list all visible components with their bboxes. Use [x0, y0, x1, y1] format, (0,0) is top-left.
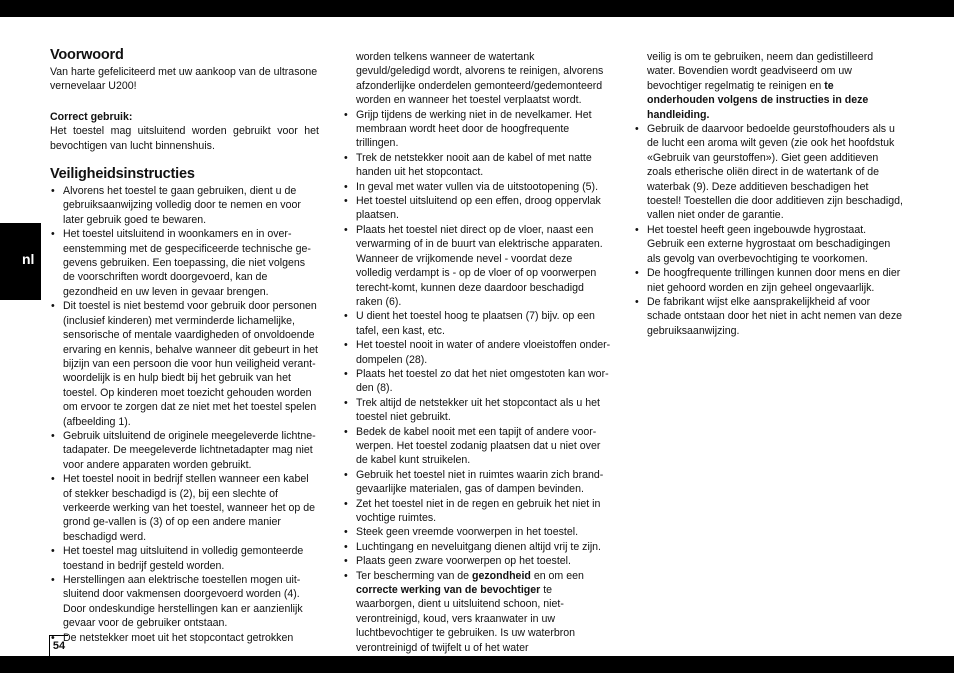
heading-voorwoord: Voorwoord: [50, 47, 124, 63]
list-item: • Trek altijd de netstekker uit het stopcontact als u het toestel niet gebruikt.: [343, 396, 611, 425]
column-3: [634, 50, 904, 338]
intro-text: Van harte gefeliciteerd met uw aankoop van de ultrasone vernevelaar U200!: [50, 66, 318, 93]
list-item: • Gebruik het toestel niet in ruimtes waarin zich brand-gevaarlijke materialen, gas of dampen bevinden.: [343, 468, 611, 497]
list-item: • In geval met water vullen via de uitstootopening (5).: [343, 180, 611, 194]
usage-text: Het toestel mag uitsluitend worden gebruikt voor het bevochtigen van lucht binnenshuis.: [50, 125, 319, 152]
safety-list-3: [634, 50, 904, 338]
list-item: • Herstellingen aan elektrische toestellen mogen uit-sluitend door vakmensen doorgevoerd worden (4). Door ondeskundige herstellingen kan er aanzienlijk gevaar voor de gebruiker ontstaan.: [50, 573, 319, 631]
top-bar: [0, 0, 954, 17]
list-item: • U dient het toestel hoog te plaatsen (7) bijv. op een tafel, een kast, etc.: [343, 309, 611, 338]
list-item: • Zet het toestel niet in de regen en gebruik het niet in vochtige ruimtes.: [343, 497, 611, 526]
list-item: • Het toestel nooit in water of andere vloeistoffen onder-dompelen (28).: [343, 338, 611, 367]
list-item: • Trek de netstekker nooit aan de kabel of met natte handen uit het stopcontact.: [343, 151, 611, 180]
list-item: • Plaats het toestel niet direct op de vloer, naast een verwarming of in de buurt van elektrische apparaten. Wanneer de vrijkomende nevel - voordat deze volledig verdampt is - op de vloer of op voorwerpen terecht-komt, kunnen deze daardoor beschadigd raken (6).: [343, 223, 611, 309]
list-item: • Het toestel uitsluitend op een effen, droog oppervlak plaatsen.: [343, 194, 611, 223]
list-item: • Het toestel mag uitsluitend in volledig gemonteerde toestand in bedrijf gesteld worden.: [50, 544, 319, 573]
language-label: nl: [22, 251, 35, 267]
list-item: • Bedek de kabel nooit met een tapijt of andere voor-werpen. Het toestel zodanig plaatsen dat u niet over de kabel kunt struikelen.: [343, 425, 611, 468]
list-item: • Luchtingang en neveluitgang dienen altijd vrij te zijn.: [343, 540, 611, 554]
list-item: • Gebruik de daarvoor bedoelde geurstofhouders als u de lucht een aroma wilt geven (zie ook het hoofdstuk «Gebruik van geurstoffen»). Giet geen additieven zoals etherische oliën direct in de watertank of de waterbak (9). Deze additieven beschadigen het toestel! Toestellen die door additieven zijn beschadigd, vallen niet onder de garantie.: [634, 122, 904, 223]
column-1: [50, 47, 319, 645]
list-item: • De fabrikant wijst elke aansprakelijkheid af voor schade ontstaan door het niet in acht nemen van deze gebruiksaanwijzing.: [634, 295, 904, 338]
safety-list-2: [343, 50, 611, 655]
safety-list-1: [50, 184, 319, 645]
heading-safety: Veiligheidsinstructies: [50, 166, 195, 183]
list-item-water-quality: • Ter bescherming van de gezondheid en om een correcte werking van de bevochtiger te waarborgen, dient u uitsluitend schoon, niet-verontreinigd, koud, vers kraanwater in uw luchtbevochtiger te gebruiken. Is uw waterbron verontreinigd of twijfelt u of het water: [343, 569, 611, 655]
list-item: • De netstekker moet uit het stopcontact getrokken: [50, 631, 319, 645]
list-item: • Dit toestel is niet bestemd voor gebruik door personen (inclusief kinderen) met verminderde lichamelijke, sensorische of mentale vaardigheden of onvoldoende ervaring en kennis, behalve wanneer dit gebeurt in het bijzijn van een persoon die voor hun veiligheid verant-woordelijk is en hulp biedt bij het gebruik van het toestel. Op kinderen moet toezicht gehouden worden om ervoor te zorgen dat ze niet met het toestel spelen (afbeelding 1).: [50, 299, 319, 429]
list-item: • Het toestel heeft geen ingebouwde hygrostaat. Gebruik een externe hygrostaat om beschadigingen als gevolg van overbevochtiging te voorkomen.: [634, 223, 904, 266]
list-item: • Grijp tijdens de werking niet in de nevelkamer. Het membraan wordt heet door de hoogfrequente trillingen.: [343, 108, 611, 151]
list-item: • Gebruik uitsluitend de originele meegeleverde lichtne-tadapater. De meegeleverde lichtnetadapter mag niet voor andere apparaten worden gebruikt.: [50, 429, 319, 472]
bottom-bar: [0, 656, 954, 673]
list-item: • Steek geen vreemde voorwerpen in het toestel.: [343, 525, 611, 539]
page-number: 54: [49, 635, 68, 656]
list-item-continuation: worden telkens wanneer de watertank gevuld/geledigd wordt, alvorens te reinigen, alvorens afzonderlijke onderdelen gemonteerd/gedemonteerd worden en wanneer het toestel verplaatst wordt.: [356, 51, 604, 107]
column-2: [343, 50, 611, 655]
subheading-correct-use: Correct gebruik:: [50, 110, 133, 123]
list-item: • Alvorens het toestel te gaan gebruiken, dient u de gebruiksaanwijzing volledig door te nemen en voor later gebruik goed te bewaren.: [50, 184, 319, 227]
list-item: • De hoogfrequente trillingen kunnen door mens en dier niet gehoord worden en zijn geheel ongevaarlijk.: [634, 266, 904, 295]
list-item: • Het toestel uitsluitend in woonkamers en in over-eenstemming met de gespecificeerde technische ge-gevens gebruiken. Een toepassing, die niet volgens de voorschriften wordt doorgevoerd, kan de gezondheid en uw leven in gevaar brengen.: [50, 227, 319, 299]
list-item: • Plaats het toestel zo dat het niet omgestoten kan wor-den (8).: [343, 367, 611, 396]
list-item-continuation: veilig is om te gebruiken, neem dan gedistilleerd water. Bovendien wordt geadviseerd om uw bevochtiger regelmatig te reinigen en te onderhouden volgens de instructies in deze handleiding.: [647, 51, 874, 121]
list-item: • Het toestel nooit in bedrijf stellen wanneer een kabel of stekker beschadigd is (2), bij een slechte of verkeerde werking van het toestel, wanneer het op de grond ge-vallen is (3) of op een andere manier beschadigd werd.: [50, 472, 319, 544]
language-tab: [0, 223, 41, 300]
list-item: • Plaats geen zware voorwerpen op het toestel.: [343, 554, 611, 568]
